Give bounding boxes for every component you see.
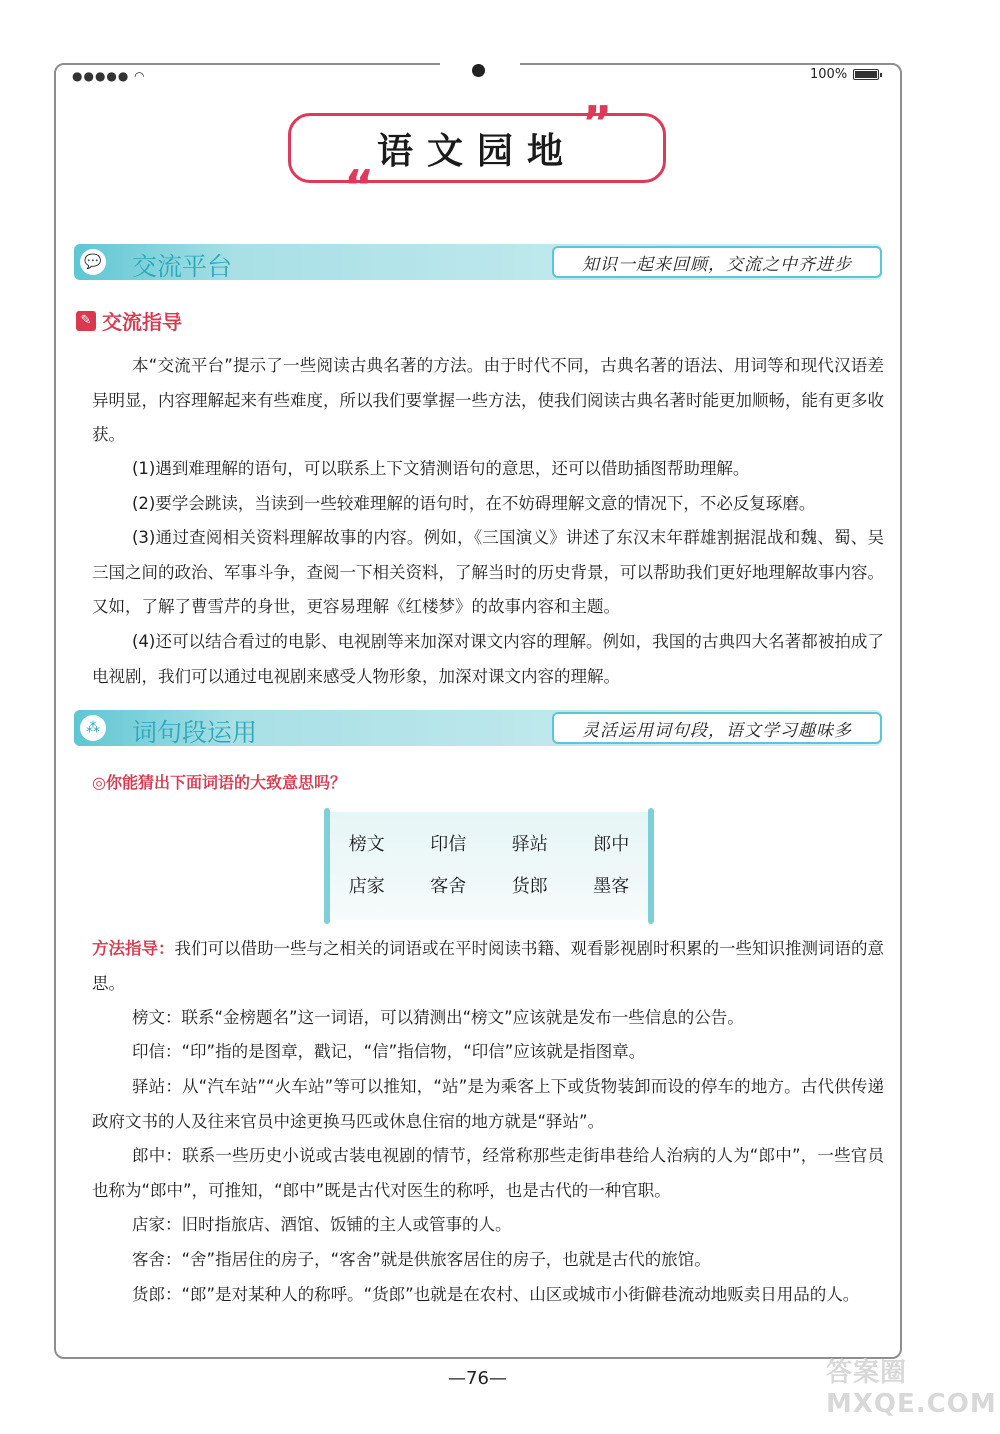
explanation: 印信：“印”指的是图章，戳记，“信”指信物，“印信”应该就是指图章。	[132, 1042, 646, 1061]
camera-icon	[472, 64, 485, 77]
chat-bubbles-icon: 💬	[80, 249, 106, 275]
vocab-word: 印信	[430, 834, 467, 855]
paragraph: (4)还可以结合看过的电影、电视剧等来加深对课文内容的理解。例如，我国的古典四大名著都被拍成了电视剧，我们可以通过电视剧来感受人物形象，加深对课文内容的理解。	[92, 632, 884, 686]
wifi-icon: ◠	[134, 69, 146, 83]
section2-motto: 灵活运用词句段，语文学习趣味多	[552, 712, 882, 744]
vocab-word: 客舍	[430, 876, 467, 897]
method-text: 我们可以借助一些与之相关的词语或在平时阅读书籍、观看影视剧时积累的一些知识推测词语的意思。	[92, 939, 884, 993]
status-signal	[72, 69, 146, 83]
signal-icon: ●●●●●	[72, 69, 135, 83]
vocab-word: 郎中	[593, 834, 630, 855]
watermark: 答案圈 MXQE.COM	[826, 1358, 997, 1419]
page-title: 语文园地	[376, 130, 577, 172]
section1-title: 交流平台	[132, 252, 233, 281]
battery-icon	[853, 69, 879, 80]
question-prompt: ◎你能猜出下面词语的大致意思吗？	[92, 773, 346, 792]
paragraph: (3)通过查阅相关资料理解故事的内容。例如，《三国演义》讲述了东汉末年群雄割据混战和魏、蜀、吴三国之间的政治、军事斗争，查阅一下相关资料，了解当时的历史背景，可以帮助我们更好地理解故事内容。又如，了解了曹雪芹的身世，更容易理解《红楼梦》的故事内容和主题。	[92, 528, 884, 616]
paragraph: (2)要学会跳读，当读到一些较难理解的语句时，在不妨碍理解文意的情况下，不必反复琢磨。	[132, 494, 816, 513]
section2-banner	[74, 710, 882, 746]
word-scroll	[326, 812, 652, 920]
section1-banner	[74, 244, 882, 280]
page-number: —76—	[448, 1368, 507, 1389]
explanation: 店家：旧时指旅店、酒馆、饭铺的主人或管事的人。	[132, 1215, 512, 1234]
vocab-word: 驿站	[511, 834, 548, 855]
quote-close-icon: ”	[582, 96, 613, 150]
subheading-text: 交流指导	[102, 310, 182, 334]
battery-text: 100%	[810, 67, 848, 82]
paragraph: (1)遇到难理解的语句，可以联系上下文猜测语句的意思，还可以借助插图帮助理解。	[132, 459, 750, 478]
explanation: 郎中：联系一些历史小说或古装电视剧的情节，经常称那些走街串巷给人治病的人为“郎中”，一些官员也称为“郎中”，可推知，“郎中”既是古代对医生的称呼，也是古代的一种官职。	[92, 1146, 884, 1200]
pencil-icon: ✎	[76, 311, 96, 331]
method-paragraph	[92, 932, 884, 1001]
explanation: 货郎：“郎”是对某种人的称呼。“货郎”也就是在农村、山区或城市小街僻巷流动地贩卖日用品的人。	[132, 1285, 860, 1304]
word-grid	[326, 830, 652, 898]
section1-subheading	[76, 306, 182, 335]
vocab-word: 货郎	[511, 876, 548, 897]
vocab-word: 店家	[348, 876, 385, 897]
dots-cluster-icon: ⁂	[80, 715, 106, 741]
section1-motto: 知识一起来回顾，交流之中齐进步	[552, 246, 882, 278]
explanation: 客舍：“舍”指居住的房子，“客舍”就是供旅客居住的房子，也就是古代的旅馆。	[132, 1250, 711, 1269]
method-label: 方法指导：	[92, 939, 175, 958]
status-battery	[810, 67, 879, 82]
section2-title: 词句段运用	[132, 718, 258, 747]
paragraph: 本“交流平台”提示了一些阅读古典名著的方法。由于时代不同，古典名著的语法、用词等和现代汉语差异明显，内容理解起来有些难度，所以我们要掌握一些方法，使我们阅读古典名著时能更加顺畅，能有更多收获。	[92, 356, 884, 444]
vocab-word: 墨客	[593, 876, 630, 897]
explanation: 榜文：联系“金榜题名”这一词语，可以猜测出“榜文”应该就是发布一些信息的公告。	[132, 1008, 744, 1027]
explanation: 驿站：从“汽车站”“火车站”等可以推知，“站”是为乘客上下或货物装卸而设的停车的地方。古代供传递政府文书的人及往来官员中途更换马匹或休息住宿的地方就是“驿站”。	[92, 1077, 884, 1131]
quote-open-icon: “	[344, 160, 375, 214]
vocab-word: 榜文	[348, 834, 385, 855]
